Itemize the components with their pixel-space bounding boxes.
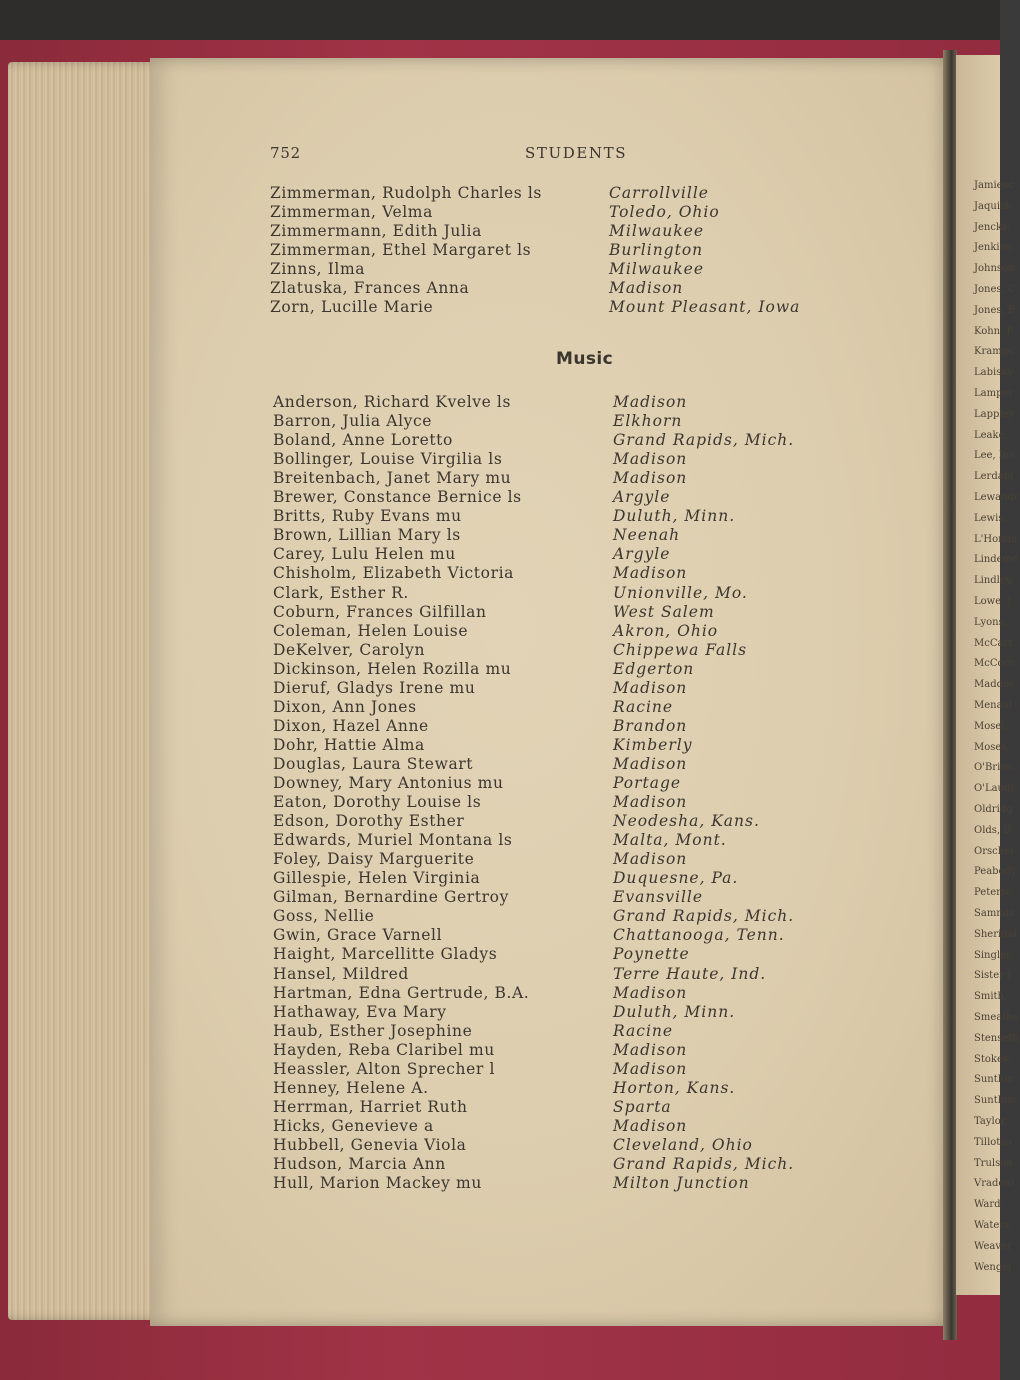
facing-page-fragment: Leake, bbox=[974, 429, 1008, 441]
entry-city: Cleveland, Ohio bbox=[613, 1135, 753, 1154]
entry-name: DeKelver, Carolyn bbox=[273, 640, 426, 659]
entry-city: Grand Rapids, Mich. bbox=[613, 907, 795, 926]
facing-page-fragment: Lindley, bbox=[974, 575, 1014, 587]
facing-page-fragment: Peabody bbox=[974, 866, 1017, 878]
entry-name: Chisholm, Elizabeth Victoria bbox=[273, 564, 514, 583]
facing-page-fragment: Moses, bbox=[974, 741, 1010, 753]
entry-city: Edgerton bbox=[613, 659, 695, 678]
entry-city: Elkhorn bbox=[613, 412, 683, 431]
page-number: 752 bbox=[270, 144, 302, 162]
entry-city: Toledo, Ohio bbox=[609, 203, 720, 221]
entry-city: Grand Rapids, Mich. bbox=[613, 1155, 795, 1173]
entry-name: Douglas, Laura Stewart bbox=[273, 754, 474, 773]
entry-name: Barron, Julia Alyce bbox=[273, 412, 433, 431]
facing-page-fragment: Trulson bbox=[974, 1157, 1013, 1169]
facing-page-fragment: Weaver bbox=[974, 1240, 1012, 1252]
entry-city: Racine bbox=[613, 697, 674, 716]
facing-page-fragment: Stokes, bbox=[974, 1053, 1012, 1065]
entry-name: Foley, Daisy Marguerite bbox=[273, 850, 475, 869]
entry-name: Haight, Marcellitte Gladys bbox=[273, 945, 498, 964]
entry-city: Madison bbox=[613, 1059, 688, 1078]
section-heading-music: Music bbox=[556, 349, 614, 369]
entry-name: Herrman, Harriet Ruth bbox=[273, 1097, 468, 1116]
facing-page-fragment: Jones, C bbox=[974, 284, 1016, 295]
entry-name: Zimmermann, Edith Julia bbox=[270, 222, 482, 240]
entry-city: Racine bbox=[613, 1021, 674, 1040]
entry-name: Dickinson, Helen Rozilla mu bbox=[273, 659, 512, 678]
entry-city: Sparta bbox=[613, 1097, 672, 1116]
entry-name: Zimmerman, Velma bbox=[270, 203, 433, 221]
facing-page-fragment: Lyons, bbox=[974, 616, 1007, 628]
entry-name: Edson, Dorothy Esther bbox=[273, 812, 465, 831]
entry-city: Madison bbox=[613, 793, 688, 812]
facing-page-fragment: Sunthin bbox=[974, 1074, 1014, 1086]
entry-name: Downey, Mary Antonius mu bbox=[273, 774, 504, 792]
facing-page-fragment: Lee, Ina bbox=[974, 450, 1016, 462]
entry-city: Duluth, Minn. bbox=[613, 507, 736, 526]
facing-page bbox=[956, 55, 1020, 1295]
entry-name: Henney, Helene A. bbox=[273, 1078, 429, 1097]
entry-name: Britts, Ruby Evans mu bbox=[273, 507, 462, 526]
facing-page-fragment: Jamiesc bbox=[974, 180, 1014, 191]
facing-page-fragment: Vradenl bbox=[974, 1178, 1014, 1190]
entry-name: Hudson, Marcia Ann bbox=[273, 1155, 446, 1173]
entry-name: Haub, Esther Josephine bbox=[273, 1021, 473, 1040]
facing-page-fragment: Peterse bbox=[974, 887, 1012, 899]
facing-page-fragment: O'Laugl bbox=[974, 783, 1014, 795]
entry-name: Brown, Lillian Mary ls bbox=[273, 526, 461, 545]
running-head: STUDENTS bbox=[525, 144, 628, 162]
entry-name: Bollinger, Louise Virgilia ls bbox=[273, 450, 503, 469]
entry-name: Breitenbach, Janet Mary mu bbox=[273, 469, 512, 488]
entry-city: Milwaukee bbox=[609, 222, 705, 240]
entry-city: Neodesha, Kans. bbox=[613, 812, 760, 831]
facing-page-fragment: Wengel bbox=[974, 1261, 1012, 1273]
entry-city: Madison bbox=[613, 564, 688, 583]
facing-page-fragment: Kohn, F bbox=[974, 325, 1014, 337]
page-edges bbox=[8, 62, 168, 1320]
entry-city: Unionville, Mo. bbox=[613, 583, 748, 602]
entry-city: Madison bbox=[609, 279, 684, 297]
facing-page-fragment: Jones, F bbox=[974, 304, 1015, 316]
entry-city: Duluth, Minn. bbox=[613, 1002, 736, 1021]
entry-city: Neenah bbox=[613, 526, 681, 545]
entry-city: Portage bbox=[613, 774, 682, 792]
entry-city: Milton Junction bbox=[613, 1174, 750, 1193]
entry-name: Dixon, Ann Jones bbox=[273, 697, 417, 716]
facing-page-fragment: O'Brien bbox=[974, 762, 1013, 774]
entry-city: Chattanooga, Tenn. bbox=[613, 926, 785, 945]
facing-page-fragment: Ward, bbox=[974, 1199, 1004, 1211]
entry-city: Madison bbox=[613, 678, 688, 697]
facing-page-fragment: Sunthin bbox=[974, 1095, 1014, 1107]
entry-name: Hansel, Mildred bbox=[273, 964, 409, 983]
facing-page-fragment: Menaul bbox=[974, 700, 1013, 711]
facing-page-fragment: Olds, D bbox=[974, 824, 1012, 836]
facing-page-fragment: Lowe, J bbox=[974, 596, 1012, 607]
entry-city: West Salem bbox=[613, 602, 715, 621]
entry-city: Madison bbox=[613, 1116, 688, 1135]
facing-page-fragment: Jaquish bbox=[974, 200, 1012, 212]
entry-name: Carey, Lulu Helen mu bbox=[273, 545, 456, 564]
entry-city: Akron, Ohio bbox=[613, 621, 719, 640]
facing-page-fragment: Labisky bbox=[974, 367, 1014, 379]
facing-page-fragment: Lindeme bbox=[974, 554, 1018, 566]
facing-page-fragment: Stenseth bbox=[974, 1032, 1019, 1044]
entry-city: Chippewa Falls bbox=[613, 640, 748, 659]
facing-page-fragment: Tillotso bbox=[974, 1136, 1012, 1148]
entry-name: Coleman, Helen Louise bbox=[273, 621, 469, 640]
entry-name: Boland, Anne Loretto bbox=[273, 431, 453, 450]
entry-name: Eaton, Dorothy Louise ls bbox=[273, 793, 482, 812]
entry-city: Carrollville bbox=[609, 184, 709, 202]
facing-page-fragment: Smith, bbox=[974, 991, 1008, 1003]
entry-city: Duquesne, Pa. bbox=[613, 869, 739, 888]
facing-page-fragment: McCart bbox=[974, 637, 1013, 649]
entry-city: Madison bbox=[613, 850, 688, 869]
entry-name: Goss, Nellie bbox=[273, 907, 375, 926]
entry-name: Hartman, Edna Gertrude, B.A. bbox=[273, 983, 530, 1002]
entry-city: Mount Pleasant, Iowa bbox=[609, 298, 801, 316]
entry-name: Hubbell, Genevia Viola bbox=[273, 1135, 467, 1154]
entry-name: Zimmerman, Ethel Margaret ls bbox=[270, 241, 532, 259]
entry-name: Hayden, Reba Claribel mu bbox=[273, 1040, 495, 1059]
entry-city: Brandon bbox=[613, 716, 688, 735]
entry-name: Heassler, Alton Sprecher l bbox=[273, 1059, 496, 1078]
entry-name: Hull, Marion Mackey mu bbox=[273, 1174, 482, 1193]
entry-name: Zorn, Lucille Marie bbox=[270, 298, 434, 316]
facing-page-fragment: Krampe bbox=[974, 346, 1015, 358]
facing-page-fragment: Jencks, bbox=[974, 221, 1011, 233]
entry-name: Hicks, Genevieve a bbox=[273, 1116, 434, 1135]
facing-page-fragment: Jenkins, bbox=[974, 242, 1015, 254]
facing-page-fragment: McCorn bbox=[974, 658, 1015, 670]
entry-name: Dieruf, Gladys Irene mu bbox=[273, 678, 476, 697]
facing-page-fragment: Lewandc bbox=[974, 492, 1020, 503]
facing-page-fragment: Smeathe bbox=[974, 1012, 1019, 1023]
entry-city: Evansville bbox=[613, 888, 704, 907]
entry-city: Madison bbox=[613, 450, 688, 469]
facing-page-fragment: Johnson bbox=[974, 263, 1015, 275]
entry-city: Madison bbox=[613, 754, 688, 773]
entry-name: Hathaway, Eva Mary bbox=[273, 1002, 447, 1021]
facing-page-fragment: Mosel, bbox=[974, 720, 1008, 732]
entry-name: Edwards, Muriel Montana ls bbox=[273, 831, 513, 850]
entry-name: Gilman, Bernardine Gertroy bbox=[273, 888, 509, 907]
facing-page-fragment: Lerdahl bbox=[974, 471, 1014, 483]
facing-page-fragment: Singler, bbox=[974, 949, 1013, 961]
facing-page-fragment: Maddoc bbox=[974, 679, 1015, 691]
entry-city: Kimberly bbox=[613, 735, 693, 754]
entry-city: Milwaukee bbox=[609, 260, 705, 278]
entry-city: Burlington bbox=[609, 241, 704, 259]
entry-city: Horton, Kans. bbox=[613, 1078, 736, 1097]
facing-page-fragment: Lappley bbox=[974, 408, 1015, 420]
book-gutter bbox=[943, 50, 957, 1340]
facing-page-fragment: Sammis bbox=[974, 908, 1015, 919]
entry-city: Madison bbox=[613, 1040, 688, 1059]
entry-city: Grand Rapids, Mich. bbox=[613, 431, 795, 450]
facing-page-fragment: Waters bbox=[974, 1220, 1010, 1231]
entry-city: Poynette bbox=[613, 945, 690, 964]
facing-page-fragment: Sister I bbox=[974, 970, 1012, 982]
entry-name: Dixon, Hazel Anne bbox=[273, 716, 429, 735]
entry-city: Madison bbox=[613, 393, 688, 411]
facing-page-fragment: Orschel bbox=[974, 845, 1014, 857]
facing-page-fragment: Oldridg bbox=[974, 804, 1013, 815]
entry-name: Coburn, Frances Gilfillan bbox=[273, 602, 487, 621]
entry-city: Madison bbox=[613, 469, 688, 488]
entry-name: Gwin, Grace Varnell bbox=[273, 926, 443, 945]
entry-city: Terre Haute, Ind. bbox=[613, 964, 767, 983]
entry-name: Brewer, Constance Bernice ls bbox=[273, 488, 522, 507]
entry-city: Malta, Mont. bbox=[613, 831, 727, 850]
entry-city: Argyle bbox=[613, 545, 671, 564]
entry-city: Argyle bbox=[613, 488, 671, 507]
entry-name: Zinns, Ilma bbox=[270, 260, 366, 278]
entry-name: Zlatuska, Frances Anna bbox=[270, 279, 470, 297]
facing-page-fragment: L'Homm bbox=[974, 533, 1018, 545]
entry-name: Dohr, Hattie Alma bbox=[273, 735, 425, 754]
entry-name: Zimmerman, Rudolph Charles ls bbox=[270, 184, 542, 202]
entry-name: Gillespie, Helen Virginia bbox=[273, 869, 481, 888]
facing-page-fragment: Lamper bbox=[974, 388, 1014, 399]
entry-name: Clark, Esther R. bbox=[273, 583, 409, 602]
facing-page-fragment: Taylor, bbox=[974, 1116, 1008, 1127]
entry-city: Madison bbox=[613, 983, 688, 1002]
entry-name: Anderson, Richard Kvelve ls bbox=[273, 393, 512, 411]
facing-page-fragment: Lewis, bbox=[974, 512, 1007, 524]
facing-page-fragment: Sheridal bbox=[974, 928, 1017, 940]
